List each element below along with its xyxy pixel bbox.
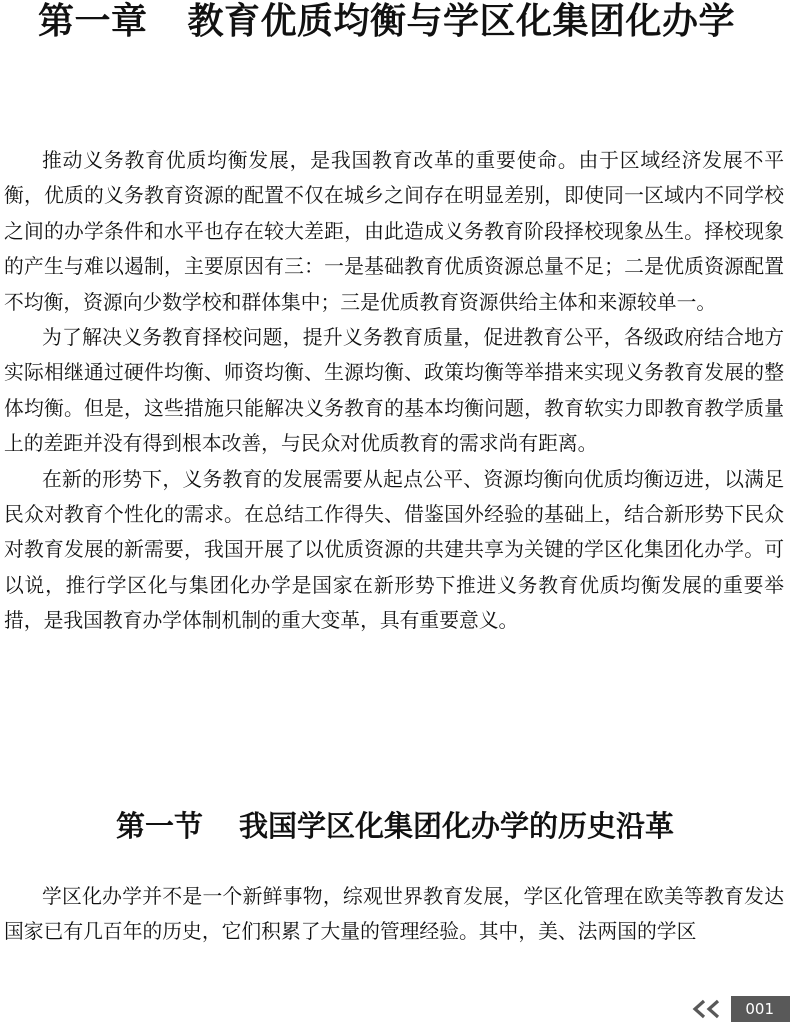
double-chevron-left-icon bbox=[689, 998, 727, 1020]
page-number: 001 bbox=[731, 996, 790, 1022]
body-paragraph-1: 推动义务教育优质均衡发展，是我国教育改革的重要使命。由于区域经济发展不平衡，优质的义务教育资源的配置不仅在城乡之间存在明显差别，即使同一区域内不同学校之间的办学条件和水平也存在较大差距，由此造成义务教育阶段择校现象丛生。择校现象的产生与难以遏制，主要原因有三：一是基础教育优质资源总量不足；二是优质资源配置不均衡，资源向少数学校和群体集中；三是优质教育资源供给主体和来源较单一。 bbox=[4, 149, 784, 314]
chapter-title: 教育优质均衡与学区化集团化办学 bbox=[187, 1, 736, 42]
section-title: 我国学区化集团化办学的历史沿革 bbox=[239, 809, 675, 843]
section-label: 第一节 bbox=[115, 809, 203, 843]
section-paragraph-1: 学区化办学并不是一个新鲜事物，综观世界教育发展，学区化管理在欧美等教育发达国家已有几百年的历史，它们积累了大量的管理经验。其中，美、法两国的学区 bbox=[4, 885, 784, 944]
section-text bbox=[0, 879, 790, 950]
chapter-intro-text bbox=[0, 143, 790, 639]
body-paragraph-3: 在新的形势下，义务教育的发展需要从起点公平、资源均衡向优质均衡迈进，以满足民众对教育个性化的需求。在总结工作得失、借鉴国外经验的基础上，结合新形势下民众对教育发展的新需要，我国开展了以优质资源的共建共享为关键的学区化集团化办学。可以说，推行学区化与集团化办学是国家在新形势下推进义务教育优质均衡发展的重要举措，是我国教育办学体制机制的重大变革，具有重要意义。 bbox=[4, 467, 784, 633]
body-paragraph-2: 为了解决义务教育择校问题，提升义务教育质量，促进教育公平，各级政府结合地方实际相继通过硬件均衡、师资均衡、生源均衡、政策均衡等举措来实现义务教育发展的整体均衡。但是，这些措施只能解决义务教育的基本均衡问题，教育软实力即教育教学质量上的差距并没有得到根本改善，与民众对优质教育的需求尚有距离。 bbox=[4, 326, 784, 456]
chapter-heading bbox=[38, 0, 778, 44]
chapter-label: 第一章 bbox=[38, 1, 148, 42]
page-footer bbox=[689, 996, 790, 1022]
section-heading bbox=[0, 804, 790, 848]
